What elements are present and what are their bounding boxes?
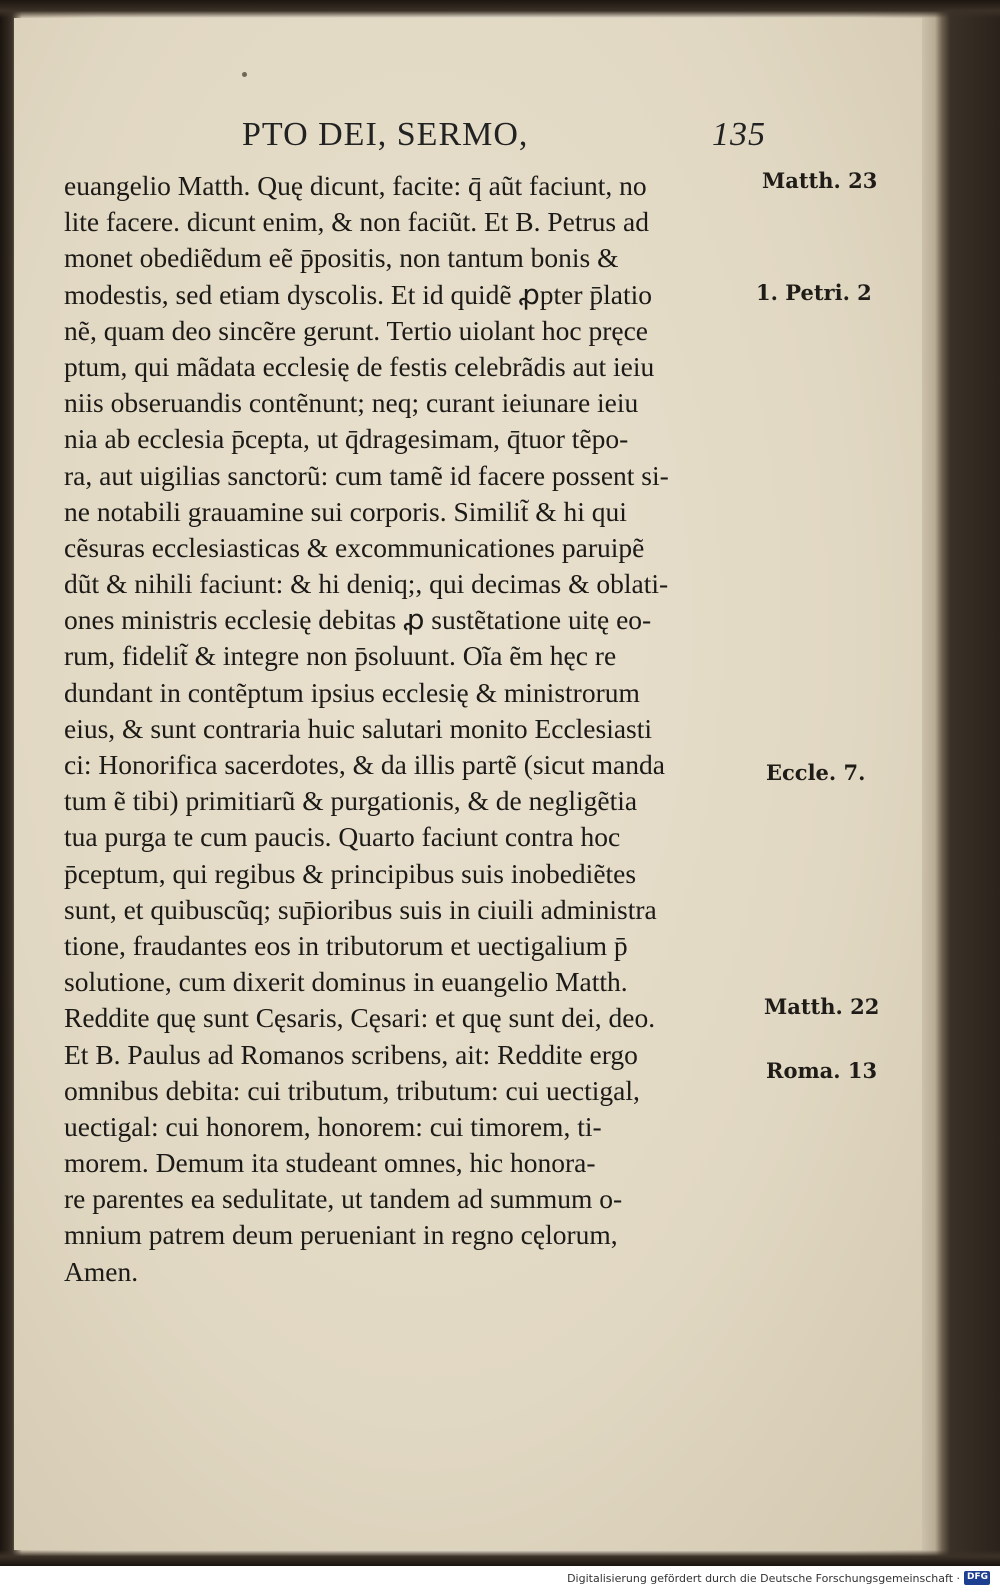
margin-note-roma-13: Roma. 13 <box>766 1058 878 1083</box>
page-number: 135 <box>712 116 766 153</box>
text-line: p̄ceptum, qui regibus & principibus suis inobediẽtes <box>64 857 637 889</box>
funding-credit: Digitalisierung gefördert durch die Deutsche Forschungsgemeinschaft · <box>567 1572 960 1585</box>
text-line: tua purga te cum paucis. Quarto faciunt contra hoc <box>64 821 621 853</box>
text-line: Et B. Paulus ad Romanos scribens, ait: Reddite ergo <box>64 1038 638 1070</box>
text-line: Reddite quę sunt Cęsaris, Cęsari: et quę sunt dei, deo. <box>64 1002 656 1034</box>
sermon-text-block <box>64 168 784 1290</box>
margin-note-1-petri-2: 1. Petri. 2 <box>756 280 872 305</box>
dfg-logo <box>964 1571 990 1585</box>
text-line: lite facere. dicunt enim, & non faciũt. Et B. Petrus ad <box>64 206 649 238</box>
text-line: modestis, sed etiam dyscolis. Et id quidẽ ꝓpter p̄latio <box>64 278 653 310</box>
digitization-footer <box>0 1566 1000 1593</box>
text-line: uectigal: cui honorem, honorem: cui timorem, ti- <box>64 1110 602 1142</box>
text-line: nia ab ecclesia p̄cepta, ut q̄dragesimam, q̄tuor tẽpo- <box>64 423 629 455</box>
text-line: ones ministris ecclesię debitas ꝓ sustẽtatione uitę eo- <box>64 604 652 636</box>
text-line: re parentes ea sedulitate, ut tandem ad summum o- <box>64 1183 623 1215</box>
book-page <box>14 18 922 1550</box>
text-line: dũt & nihili faciunt: & hi deniq;, qui decimas & oblati- <box>64 568 669 600</box>
ink-speck <box>242 72 247 77</box>
text-line: eius, & sunt contraria huic salutari monito Ecclesiasti <box>64 712 653 744</box>
text-line: ptum, qui mãdata ecclesię de festis celebrãdis aut ieiu <box>64 350 655 382</box>
text-line: ra, aut uigilias sanctorũ: cum tamẽ id facere possent si- <box>64 459 669 491</box>
text-line: tione, fraudantes eos in tributorum et uectigalium p̄ <box>64 929 628 961</box>
running-head-title: PTO DEI, SERMO, <box>242 116 529 153</box>
text-line: niis obseruandis contẽnunt; neq; curant ieiunare ieiu <box>64 387 639 419</box>
running-head <box>242 116 782 160</box>
margin-note-matth-23: Matth. 23 <box>762 168 878 193</box>
text-line: Amen. <box>64 1255 139 1287</box>
text-line: solutione, cum dixerit dominus in euangelio Matth. <box>64 966 628 998</box>
margin-note-matth-22: Matth. 22 <box>764 994 880 1019</box>
text-line: tum ẽ tibi) primitiarũ & purgationis, & de negligẽtia <box>64 785 638 817</box>
text-line: euangelio Matth. Quę dicunt, facite: q̄ aũt faciunt, no <box>64 170 647 201</box>
text-line: monet obediẽdum eẽ p̄positis, non tantum bonis & <box>64 242 619 274</box>
text-line: mnium patrem deum perueniant in regno cęlorum, <box>64 1219 618 1251</box>
text-line: ne notabili grauamine sui corporis. Similit̃ & hi qui <box>64 495 627 527</box>
text-line: omnibus debita: cui tributum, tributum: cui uectigal, <box>64 1074 640 1106</box>
text-line: morem. Demum ita studeant omnes, hic honora- <box>64 1147 596 1179</box>
text-line: rum, fidelit̃ & integre non p̄soluunt. Oĩa ẽm hęc re <box>64 640 617 672</box>
margin-note-eccle-7: Eccle. 7. <box>766 760 866 785</box>
text-line: ci: Honorifica sacerdotes, & da illis partẽ (sicut manda <box>64 749 665 780</box>
text-line: sunt, et quibuscũq; sup̄ioribus suis in ciuili administra <box>64 893 657 925</box>
text-line: dundant in contẽptum ipsius ecclesię & ministrorum <box>64 676 640 708</box>
text-line: cẽsuras ecclesiasticas & excommunicationes paruipẽ <box>64 531 645 563</box>
text-line: nẽ, quam deo sincẽre gerunt. Tertio uiolant hoc pręce <box>64 314 649 346</box>
